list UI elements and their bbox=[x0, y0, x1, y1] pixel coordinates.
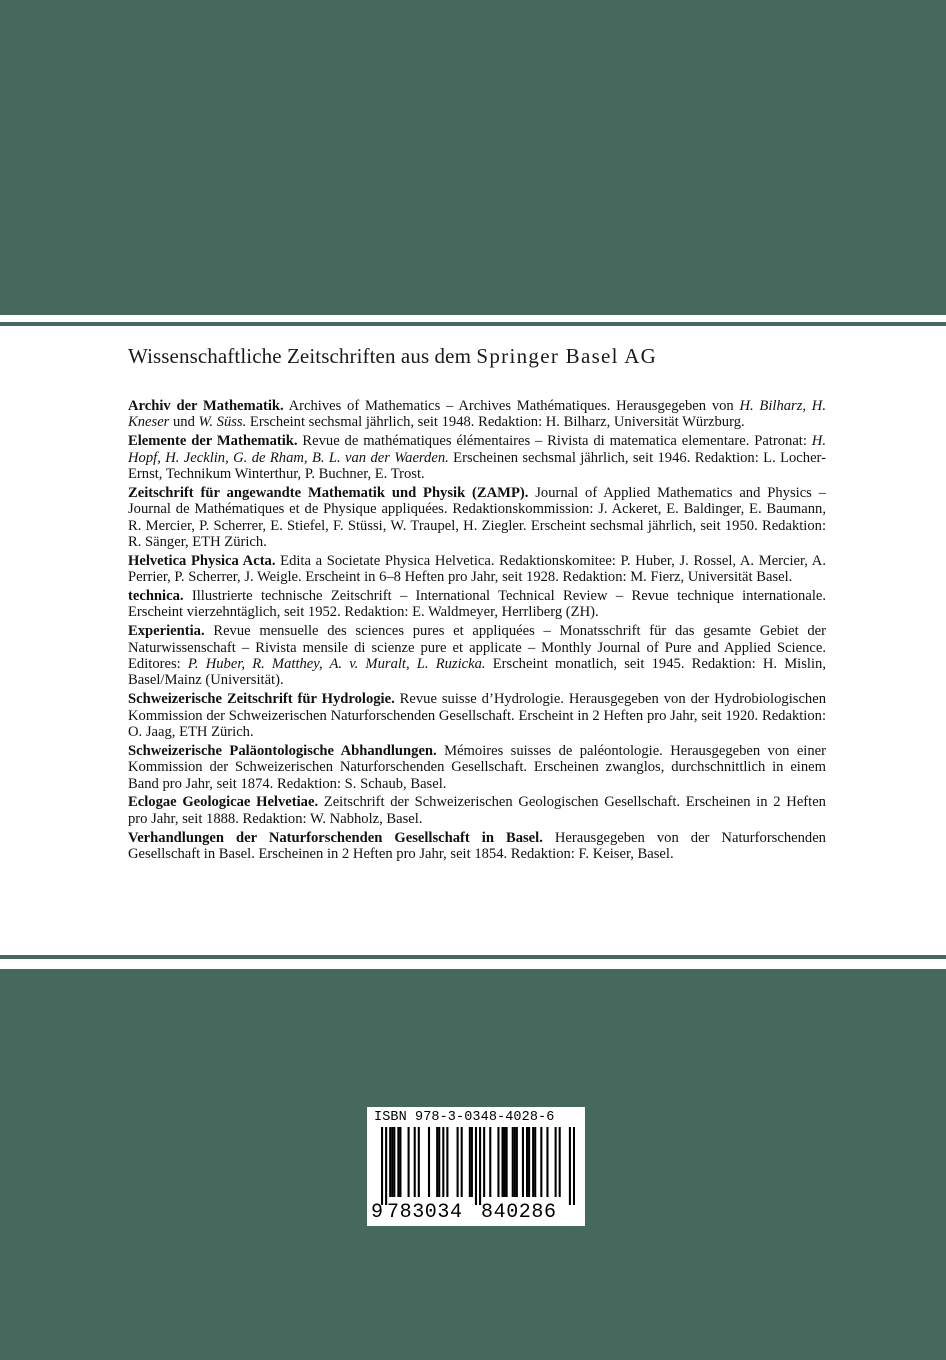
journal-title: Verhandlungen der Naturforschenden Gesellschaft in Basel. bbox=[128, 829, 543, 846]
barcode-bar bbox=[469, 1127, 471, 1197]
journal-title: technica. bbox=[128, 588, 184, 605]
barcode-bar bbox=[381, 1127, 383, 1205]
barcode-bar bbox=[479, 1127, 481, 1205]
barcode-bar bbox=[428, 1127, 430, 1197]
barcode-bar bbox=[446, 1127, 448, 1197]
journal-entry bbox=[128, 485, 826, 551]
journal-title: Eclogae Geologicae Helvetiae. bbox=[128, 794, 319, 811]
journal-entries bbox=[128, 398, 826, 865]
entry-text: Erscheint sechsmal jährlich, seit 1948. Redaktion: H. Bilharz, Universität Würzburg. bbox=[246, 414, 745, 431]
editors-italic: P. Huber, R. Matthey, A. v. Muralt, L. Ruzicka. bbox=[187, 656, 486, 673]
entry-text: Erscheint monatlich, seit 1945. Redaktion: H. Mislin, Basel/Mainz (Universität). bbox=[128, 656, 826, 689]
cover-top-band bbox=[0, 0, 946, 315]
barcode-bar bbox=[399, 1127, 401, 1197]
entry-text: Zeitschrift der Schweizerischen Geologischen Gesellschaft. Erscheinen in 2 Heften pro Jahr, seit 1888. Redaktion: W. Nabholz, Basel. bbox=[128, 794, 826, 827]
journal-title: Schweizerische Paläontologische Abhandlungen. bbox=[128, 742, 437, 759]
ean-left-group: 783034 bbox=[387, 1201, 463, 1224]
barcode-bar bbox=[438, 1127, 440, 1197]
journal-entry bbox=[128, 794, 826, 827]
barcode-bar bbox=[569, 1127, 571, 1205]
barcode-bar bbox=[528, 1127, 530, 1197]
barcode-bar bbox=[522, 1127, 524, 1197]
journal-title: Elemente der Mathematik. bbox=[128, 433, 298, 450]
barcode-bar bbox=[559, 1127, 561, 1197]
journal-title: Zeitschrift für angewandte Mathematik und Physik (ZAMP). bbox=[128, 484, 529, 501]
barcode-bar bbox=[418, 1127, 420, 1197]
entry-text: Edita a Societate Physica Helvetica. Redaktionskomitee: P. Huber, J. Rossel, A. Mercier, A. Perrier, P. Scherrer, J. Weigle. Erscheint in 6–8 Heften pro Jahr, seit 1928. Redaktion: M. Fierz, Universität Basel. bbox=[128, 552, 826, 586]
barcode-bar bbox=[436, 1127, 438, 1197]
barcode-bar bbox=[391, 1127, 393, 1197]
barcode-bar bbox=[573, 1127, 575, 1205]
journal-entry bbox=[128, 830, 826, 863]
editors-italic: H. Hopf, H. Jecklin, G. de Rham, B. L. van der Waerden. bbox=[128, 433, 826, 466]
barcode-bar bbox=[414, 1127, 416, 1197]
entry-text: Journal of Applied Mathematics and Physics – Journal de Mathématiques et de Physique appliquées. Redaktionskommission: J. Ackeret, E. Baldinger, E. Baumann, R. Mercier, P. Scherrer, E. Stiefel, F. Stüssi, W. Traupel, H. Ziegler. Erscheint sechsmal jährlich, seit 1950. Redaktion: R. Sänger, ETH Zürich. bbox=[128, 484, 826, 551]
journal-title: Experientia. bbox=[128, 623, 205, 640]
entry-text: Erscheinen sechsmal jährlich, seit 1946. Redaktion: L. Locher-Ernst, Technikum Winterthur, P. Buchner, E. Trost. bbox=[128, 449, 826, 483]
barcode-bar bbox=[457, 1127, 459, 1197]
journal-entry bbox=[128, 588, 826, 621]
barcode-bar bbox=[514, 1127, 516, 1197]
entry-text: Archives of Mathematics – Archives Mathématiques. Herausgegeben von bbox=[283, 398, 740, 414]
panel-heading bbox=[128, 344, 828, 369]
journal-entry bbox=[128, 398, 826, 431]
barcode-bar bbox=[501, 1127, 503, 1197]
heading-text: Wissenschaftliche Zeitschriften aus dem bbox=[128, 344, 472, 368]
panel-bottom-rule bbox=[0, 955, 946, 959]
entry-text: Revue de mathématiques élémentaires – Rivista di matematica elementare. Patronat: bbox=[297, 433, 812, 450]
barcode-bar bbox=[516, 1127, 518, 1197]
barcode-bar bbox=[506, 1127, 508, 1197]
barcode-bar bbox=[546, 1127, 548, 1197]
barcode-bar bbox=[504, 1127, 506, 1197]
entry-text: Revue mensuelle des sciences pures et appliquées – Monatsschrift für das gesamte Gebiet der Naturwissenschaft – Rivista mensile di scienze pure et applicate – Monthly Journal of Pure and Applied Science. Editores: bbox=[128, 623, 826, 673]
barcode-bar bbox=[489, 1127, 491, 1197]
entry-text: Herausgegeben von der Naturforschenden Gesellschaft in Basel. Erscheinen in 2 Heften pro Jahr, seit 1854. Redaktion: F. Keiser, Basel. bbox=[128, 829, 826, 863]
barcode-bar bbox=[512, 1127, 514, 1197]
isbn-label: ISBN 978-3-0348-4028-6 bbox=[374, 1110, 555, 1125]
barcode-bar bbox=[393, 1127, 395, 1197]
entry-text: Mémoires suisses de paléontologie. Herausgegeben von einer Kommission der Schweizerischen Naturforschenden Gesellschaft. Erscheinen zwanglos, durchschnittlich in einem Band pro Jahr, seit 1874. Redaktion: S. Schaub, Basel. bbox=[128, 742, 826, 792]
barcode-bar bbox=[534, 1127, 536, 1197]
journal-entry bbox=[128, 433, 826, 482]
barcode-bar bbox=[461, 1127, 463, 1197]
barcode-bar bbox=[389, 1127, 391, 1197]
barcode-bar bbox=[540, 1127, 542, 1197]
publisher-name: Springer Basel AG bbox=[476, 344, 658, 368]
journal-entry bbox=[128, 623, 826, 689]
barcode-bar bbox=[555, 1127, 557, 1197]
barcode-bars bbox=[381, 1127, 575, 1205]
barcode-bar bbox=[526, 1127, 528, 1197]
journal-title: Archiv der Mathematik. bbox=[128, 398, 284, 414]
barcode-bar bbox=[397, 1127, 399, 1197]
ean-first-digit: 9 bbox=[371, 1201, 384, 1224]
editors-italic: H. Bilharz, H. Kneser bbox=[128, 398, 826, 431]
journal-entry bbox=[128, 691, 826, 740]
isbn-barcode bbox=[367, 1107, 585, 1226]
journal-entry bbox=[128, 553, 826, 586]
panel-top-rule bbox=[0, 322, 946, 326]
barcode-bar bbox=[483, 1127, 485, 1197]
journal-title: Schweizerische Zeitschrift für Hydrologie. bbox=[128, 691, 395, 708]
entry-text: Illustrierte technische Zeitschrift – International Technical Review – Revue technique internationale. Erscheint vierzehntäglich, seit 1952. Redaktion: E. Waldmeyer, Herrliberg (ZH). bbox=[128, 588, 826, 621]
entry-text: Revue suisse d’Hydrologie. Herausgegeben von der Hydrobiologischen Kommission der Schweizerischen Naturforschenden Gesellschaft. Erscheint in 2 Heften pro Jahr, seit 1920. Redaktion: O. Jaag, ETH Zürich. bbox=[128, 691, 826, 741]
barcode-bar bbox=[385, 1127, 387, 1205]
barcode-bar bbox=[475, 1127, 477, 1205]
barcode-bar bbox=[408, 1127, 410, 1197]
barcode-bar bbox=[471, 1127, 473, 1197]
barcode-bar bbox=[532, 1127, 534, 1197]
editors-italic: W. Süss. bbox=[198, 414, 247, 431]
barcode-bar bbox=[442, 1127, 444, 1197]
ean-right-group: 840286 bbox=[481, 1201, 557, 1224]
ean-digits bbox=[371, 1201, 581, 1223]
entry-text: und bbox=[169, 414, 199, 431]
barcode-bar bbox=[497, 1127, 499, 1197]
journal-title: Helvetica Physica Acta. bbox=[128, 552, 276, 569]
journal-entry bbox=[128, 743, 826, 792]
